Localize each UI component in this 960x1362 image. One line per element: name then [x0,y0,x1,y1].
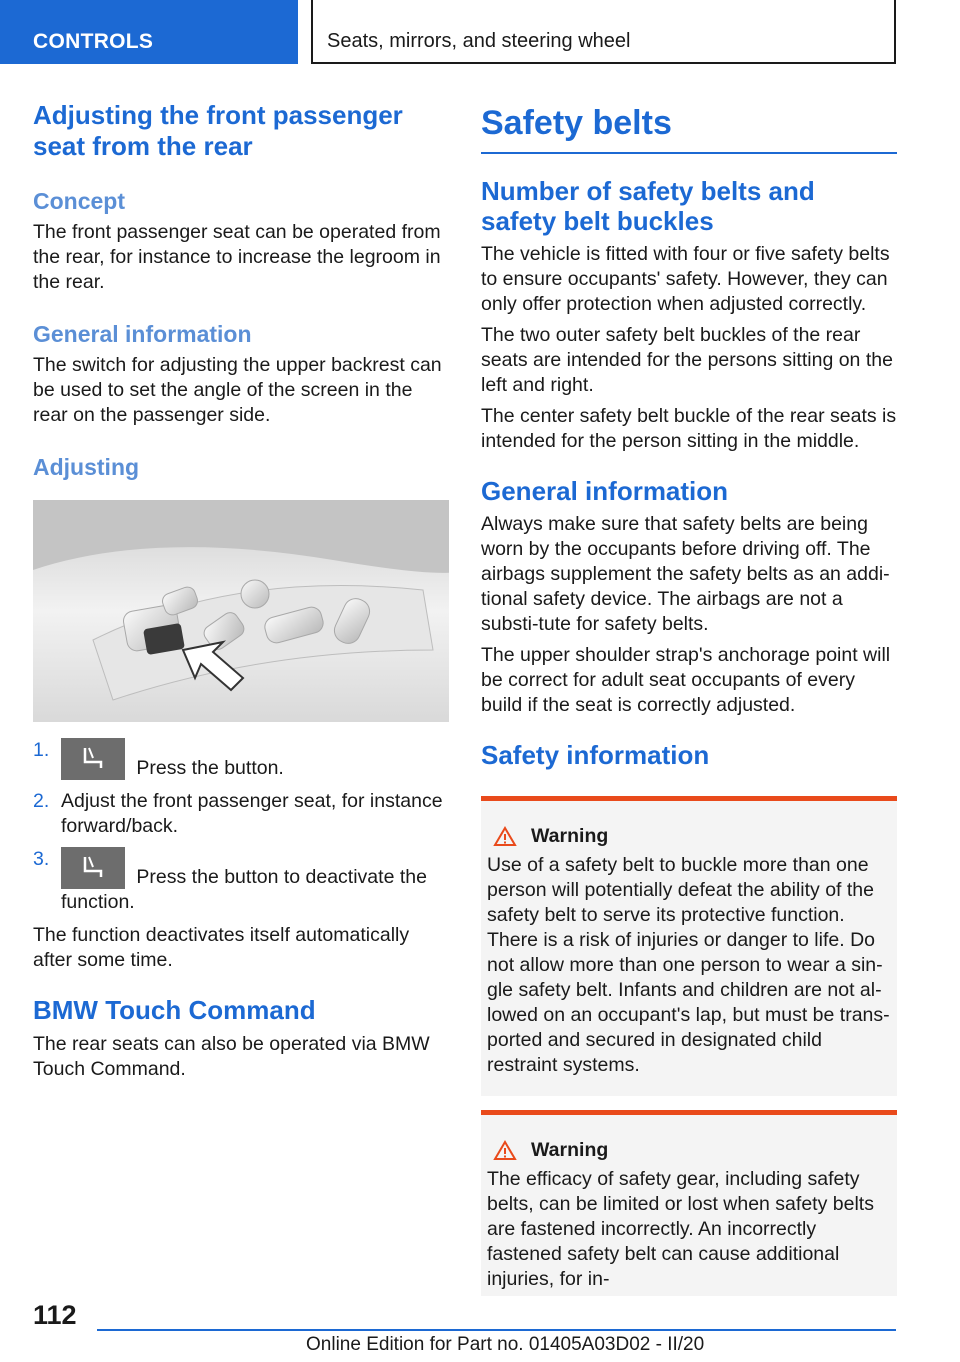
general-paragraph-2: The upper shoulder strap's anchorage point will be correct for adult seat occupants of every build if the seat is correctly adjusted. [481,644,891,716]
general-heading-right: General information [481,476,729,506]
number-heading: Number of safety belts and safety belt buckles [481,176,815,236]
touch-command-heading: BMW Touch Command [33,995,316,1025]
step-3-number: 3. [33,848,50,870]
warning-head-1 [487,823,891,849]
step-3-text: Press the button to deactivate the function. [61,866,427,913]
general-paragraph-1: Always make sure that safety belts are being worn by the occupants before driving off. The airbags supplement the safety belts as an addi-tional safety device. The airbags are not a substi-tute for safety belts. [481,513,890,635]
seat-controls-illustration [33,500,449,722]
general-text-left: The switch for adjusting the upper backrest can be used to set the angle of the screen in the rear on the passenger side. [33,354,442,426]
touch-command-text: The rear seats can also be operated via BMW Touch Command. [33,1033,430,1080]
header-section-tab [0,0,298,64]
warning-box-2 [481,1110,897,1296]
step-2-number: 2. [33,790,50,812]
left-title: Adjusting the front passenger seat from the rear [33,100,403,161]
concept-text: The front passenger seat can be operated from the rear, for instance to increase the legroom in the rear. [33,221,441,293]
header-chapter-label: Seats, mirrors, and steering wheel [327,30,631,52]
warning-text-1: Use of a safety belt to buckle more than one person will potentially defeat the ability of the safety belt to serve its protective function. There is a risk of injuries or danger to life. Do not allow more than one person to wear a sin-gle safety belt. Infants and children are not al-lowed on an occupant's lap, but must be trans-ported and secured in designated child restraint systems. [487,854,890,1076]
safety-info-heading: Safety information [481,740,710,770]
seat-controls-drawing [33,500,449,722]
concept-heading: Concept [33,188,125,214]
seat-button-icon [61,847,125,889]
right-column [481,100,897,1296]
number-paragraph-3: The center safety belt buckle of the rear seats is intended for the person sitting in the middle. [481,405,897,452]
step-2 [33,789,449,839]
steps-list [33,738,449,915]
warning-text-2: The efficacy of safety gear, including safety belts, can be limited or lost when safety belts are fastened incorrectly. An incorrectly fastened safety belt can cause additional injuries, for in- [487,1168,874,1290]
step-2-text: Adjust the front passenger seat, for instance forward/back. [61,790,443,837]
header-section-label: CONTROLS [33,30,154,53]
adjusting-heading: Adjusting [33,454,140,480]
after-steps-text: The function deactivates itself automatically after some time. [33,924,410,971]
warning-triangle-icon [493,826,517,847]
step-1-number: 1. [33,739,50,761]
step-3 [33,847,449,915]
warning-label-2: Warning [531,1139,609,1161]
number-paragraph-2: The two outer safety belt buckles of the rear seats are intended for the persons sitting on the left and right. [481,324,893,396]
step-1-text: Press the button. [136,757,284,779]
page-number: 112 [33,1300,77,1330]
step-1 [33,738,449,781]
right-title: Safety belts [481,100,897,154]
number-paragraph-1: The vehicle is fitted with four or five safety belts to ensure occupants' safety. However, they can only offer protection when adjusted correctly. [481,243,890,315]
footer-divider [97,1329,896,1331]
warning-label-1: Warning [531,825,609,847]
seat-button-icon [61,738,125,780]
left-column [33,100,449,1082]
footer-edition: Online Edition for Part no. 01405A03D02 - II/20 [306,1334,705,1355]
header-chapter-box [311,0,896,64]
general-heading-left: General information [33,321,252,347]
warning-triangle-icon [493,1140,517,1161]
warning-box-1 [481,796,897,1096]
warning-head-2 [487,1137,891,1163]
